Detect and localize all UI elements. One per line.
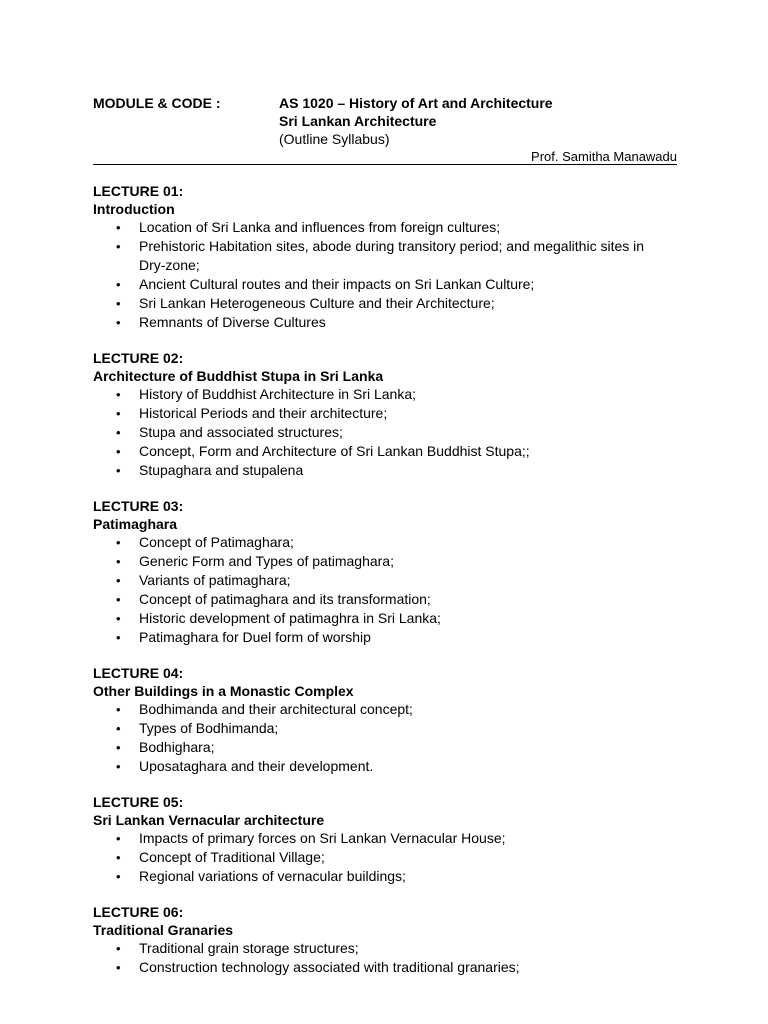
lecture-topic-list xyxy=(93,218,683,332)
list-item xyxy=(93,628,683,647)
list-item xyxy=(93,404,683,423)
lecture-number: LECTURE 05: xyxy=(93,794,184,810)
bullet-icon: • xyxy=(116,315,121,330)
topic-text: Ancient Cultural routes and their impacts on Sri Lankan Culture; xyxy=(139,276,535,292)
course-title: AS 1020 – History of Art and Architecture xyxy=(279,95,553,111)
lecture-number: LECTURE 03: xyxy=(93,498,184,514)
list-item xyxy=(93,294,683,313)
module-code-label: MODULE & CODE : xyxy=(93,95,221,111)
topic-text: History of Buddhist Architecture in Sri Lanka; xyxy=(139,386,417,402)
bullet-icon: • xyxy=(116,941,121,956)
bullet-icon: • xyxy=(116,277,121,292)
list-item xyxy=(93,757,683,776)
list-item xyxy=(93,719,683,738)
topic-text: Uposataghara and their development. xyxy=(139,758,374,774)
list-item xyxy=(93,423,683,442)
bullet-icon: • xyxy=(116,554,121,569)
list-item xyxy=(93,700,683,719)
topic-text: Traditional grain storage structures; xyxy=(139,940,359,956)
topic-text: Historic development of patimaghra in Sri Lanka; xyxy=(139,610,441,626)
list-item xyxy=(93,533,683,552)
bullet-icon: • xyxy=(116,573,121,588)
bullet-icon: • xyxy=(116,220,121,235)
list-item xyxy=(93,461,683,480)
topic-text: Patimaghara for Duel form of worship xyxy=(139,629,371,645)
list-item xyxy=(93,571,683,590)
list-item xyxy=(93,848,683,867)
topic-text: Location of Sri Lanka and influences from foreign cultures; xyxy=(139,219,501,235)
list-item xyxy=(93,275,683,294)
lecture-section xyxy=(93,664,683,776)
lecture-topic-list xyxy=(93,533,683,647)
list-item xyxy=(93,385,683,404)
header-divider xyxy=(93,164,677,165)
lecture-topic-list xyxy=(93,829,683,886)
topic-text: Concept of Traditional Village; xyxy=(139,849,325,865)
lecture-topic-list xyxy=(93,700,683,776)
topic-text: Concept of Patimaghara; xyxy=(139,534,294,550)
bullet-icon: • xyxy=(116,721,121,736)
topic-text: Bodhighara; xyxy=(139,739,215,755)
topic-text: Generic Form and Types of patimaghara; xyxy=(139,553,394,569)
topic-text: Concept of patimaghara and its transformation; xyxy=(139,591,431,607)
bullet-icon: • xyxy=(116,239,121,254)
lecture-title: Introduction xyxy=(93,201,175,217)
bullet-icon: • xyxy=(116,406,121,421)
topic-text: Bodhimanda and their architectural concept; xyxy=(139,701,413,717)
bullet-icon: • xyxy=(116,869,121,884)
syllabus-header xyxy=(93,94,677,164)
bullet-icon: • xyxy=(116,630,121,645)
topic-text: Concept, Form and Architecture of Sri Lankan Buddhist Stupa;; xyxy=(139,443,530,459)
topic-text: Prehistoric Habitation sites, abode during transitory period; and megalithic sites in Dry-zone; xyxy=(139,238,645,273)
bullet-icon: • xyxy=(116,611,121,626)
topic-text: Regional variations of vernacular buildings; xyxy=(139,868,406,884)
topic-text: Historical Periods and their architecture; xyxy=(139,405,388,421)
bullet-icon: • xyxy=(116,740,121,755)
bullet-icon: • xyxy=(116,850,121,865)
list-item xyxy=(93,609,683,628)
topic-text: Variants of patimaghara; xyxy=(139,572,291,588)
list-item xyxy=(93,237,683,275)
list-item xyxy=(93,442,683,461)
topic-text: Remnants of Diverse Cultures xyxy=(139,314,326,330)
bullet-icon: • xyxy=(116,387,121,402)
lecture-title: Patimaghara xyxy=(93,516,178,532)
lecture-title: Traditional Granaries xyxy=(93,922,234,938)
lecture-title: Sri Lankan Vernacular architecture xyxy=(93,812,325,828)
topic-text: Types of Bodhimanda; xyxy=(139,720,279,736)
lecture-number: LECTURE 06: xyxy=(93,904,184,920)
module-code-row xyxy=(93,94,677,148)
topic-text: Stupaghara and stupalena xyxy=(139,462,304,478)
bullet-icon: • xyxy=(116,444,121,459)
topic-text: Sri Lankan Heterogeneous Culture and their Architecture; xyxy=(139,295,495,311)
bullet-icon: • xyxy=(116,425,121,440)
bullet-icon: • xyxy=(116,535,121,550)
author-name: Prof. Samitha Manawadu xyxy=(531,149,677,164)
bullet-icon: • xyxy=(116,960,121,975)
syllabus-note: (Outline Syllabus) xyxy=(279,131,390,147)
course-subtitle: Sri Lankan Architecture xyxy=(279,113,437,129)
bullet-icon: • xyxy=(116,759,121,774)
bullet-icon: • xyxy=(116,831,121,846)
bullet-icon: • xyxy=(116,463,121,478)
bullet-icon: • xyxy=(116,702,121,717)
list-item xyxy=(93,867,683,886)
list-item xyxy=(93,939,683,958)
lecture-topic-list xyxy=(93,385,683,480)
topic-text: Stupa and associated structures; xyxy=(139,424,343,440)
lecture-section xyxy=(93,497,683,647)
lecture-number: LECTURE 01: xyxy=(93,183,184,199)
topic-text: Construction technology associated with traditional granaries; xyxy=(139,959,520,975)
lecture-title: Other Buildings in a Monastic Complex xyxy=(93,683,354,699)
module-code-values xyxy=(279,94,553,148)
lecture-title: Architecture of Buddhist Stupa in Sri Lanka xyxy=(93,368,384,384)
topic-text: Impacts of primary forces on Sri Lankan Vernacular House; xyxy=(139,830,506,846)
lecture-number: LECTURE 02: xyxy=(93,350,184,366)
lecture-section xyxy=(93,793,683,886)
lecture-section xyxy=(93,903,683,977)
list-item xyxy=(93,738,683,757)
list-item xyxy=(93,829,683,848)
lecture-list xyxy=(93,182,683,994)
list-item xyxy=(93,958,683,977)
list-item xyxy=(93,552,683,571)
bullet-icon: • xyxy=(116,296,121,311)
lecture-topic-list xyxy=(93,939,683,977)
list-item xyxy=(93,590,683,609)
lecture-section xyxy=(93,182,683,332)
lecture-number: LECTURE 04: xyxy=(93,665,184,681)
bullet-icon: • xyxy=(116,592,121,607)
lecture-section xyxy=(93,349,683,480)
list-item xyxy=(93,313,683,332)
list-item xyxy=(93,218,683,237)
